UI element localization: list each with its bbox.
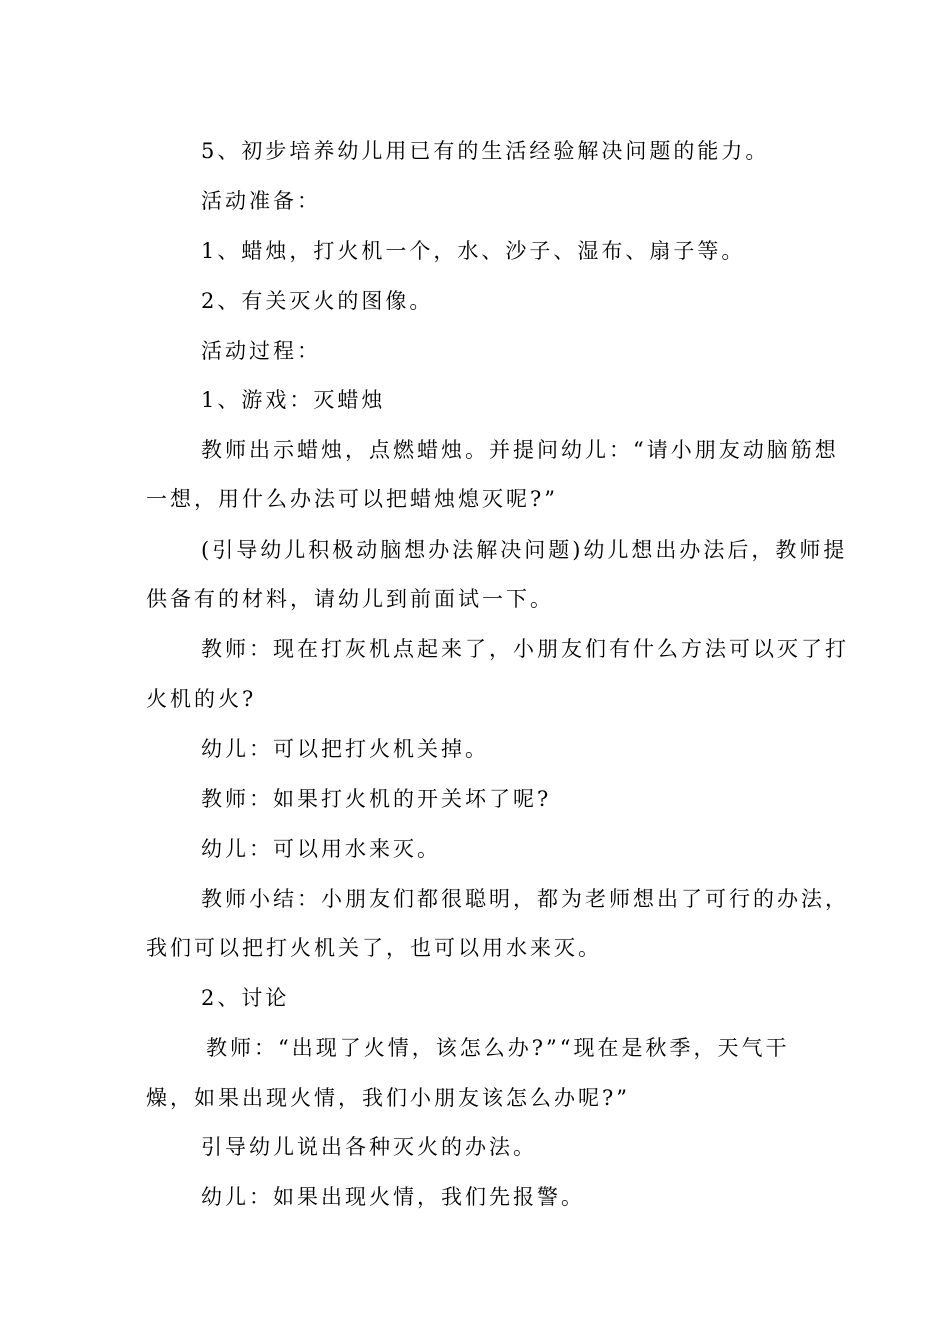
paragraph-child-report: 幼儿：如果出现火情，我们先报警。 <box>201 1185 585 1209</box>
paragraph-child-answer-2: 幼儿：可以用水来灭。 <box>201 837 441 861</box>
paragraph-teacher-lighter-line2: 火机的火? <box>146 687 257 711</box>
paragraph-guide-methods: 引导幼儿说出各种灭火的办法。 <box>201 1135 537 1159</box>
list-item-preparation-1: 1、蜡烛，打火机一个，水、沙子、湿布、扇子等。 <box>201 239 746 263</box>
paragraph-child-answer-1: 幼儿：可以把打火机关掉。 <box>201 737 489 761</box>
subheading-discussion: 2、讨论 <box>201 986 290 1010</box>
paragraph-teacher-lighter-line1: 教师：现在打灰机点起来了，小朋友们有什么方法可以灭了打 <box>201 637 849 661</box>
heading-activity-process: 活动过程： <box>201 339 321 363</box>
paragraph-summary-line1: 教师小结：小朋友们都很聪明，都为老师想出了可行的办法， <box>201 887 849 911</box>
paragraph-discussion-line2: 燥，如果出现火情，我们小朋友该怎么办呢?” <box>146 1086 630 1110</box>
subheading-game: 1、游戏：灭蜡烛 <box>201 388 386 412</box>
paragraph-guide-line1: (引导幼儿积极动脑想办法解决问题)幼儿想出办法后，教师提 <box>201 538 848 562</box>
paragraph-guide-line2: 供备有的材料，请幼儿到前面试一下。 <box>146 587 554 611</box>
paragraph-teacher-candle-line1: 教师出示蜡烛，点燃蜡烛。并提问幼儿：“请小朋友动脑筋想 <box>201 438 839 462</box>
list-item-preparation-2: 2、有关灭火的图像。 <box>201 289 434 313</box>
paragraph-summary-line2: 我们可以把打火机关了，也可以用水来灭。 <box>146 936 602 960</box>
paragraph-discussion-line1: 教师：“出现了火情，该怎么办?”“现在是秋季，天气干 <box>206 1036 790 1060</box>
paragraph-goal-5: 5、初步培养幼儿用已有的生活经验解决问题的能力。 <box>201 139 770 163</box>
heading-activity-preparation: 活动准备： <box>201 189 321 213</box>
paragraph-teacher-candle-line2: 一想，用什么办法可以把蜡烛熄灭呢?” <box>146 487 558 511</box>
paragraph-teacher-question-2: 教师：如果打火机的开关坏了呢? <box>201 787 552 811</box>
